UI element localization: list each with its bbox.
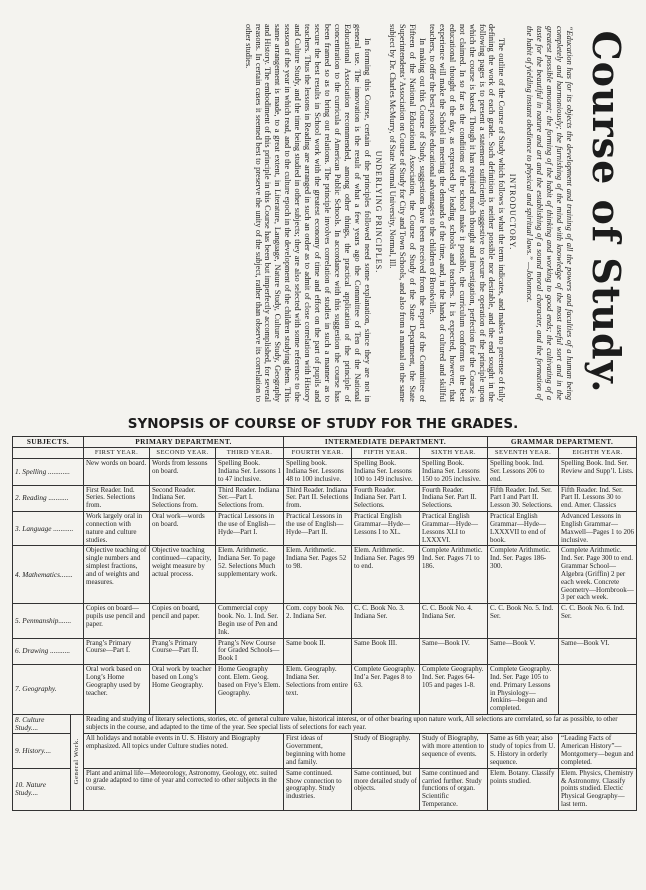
table-cell: First Reader. Ind. Series. Selections from. bbox=[84, 485, 150, 511]
subject-row-penmanship bbox=[13, 604, 637, 638]
subject-label: 1. Spelling ............ bbox=[13, 459, 84, 485]
subject-label: 6. Drawing ........... bbox=[13, 638, 84, 664]
subject-label: 5. Penmanship....... bbox=[13, 604, 84, 638]
course-title: Course of Study. bbox=[584, 30, 629, 394]
table-cell: Fifth Reader. Ind. Ser. Part I and Part II. Lesson 30. Selections. bbox=[488, 485, 559, 511]
intro-paragraph: In making out this Course of Study, suggestions have been received from the report of the Committee of Fifteen of the National Educational Association, the Course of Study of the State Department, the State Superintendents’ Association on Course of Study for City and Town Schools, and also from a manual on the same subject by Dr. Charles McMurry, of State Normal University, Normal, Ill. bbox=[387, 24, 427, 402]
table-cell: Elem. Botany. Classify points studied. bbox=[488, 768, 559, 810]
subject-row-geography bbox=[13, 665, 637, 715]
table-cell: Spelling book. Indiana Ser. Lessons 48 to 100 inclusive. bbox=[284, 459, 352, 485]
table-cell: Practical Lessons in the use of English—Hyde—Part II. bbox=[284, 512, 352, 546]
table-cell: Com. copy book No. 2. Indiana Ser. bbox=[284, 604, 352, 638]
epigraph-quote: “Education has for its objects the development and training of all the powers and faculties of a human being completely and harmoniously; the furnishing of the mind with knowledge of the most useful sort and in the greatest possible amount; the forming of the habit of thinking and working to good ends; the cultivating of a taste for the beautiful in nature and art and the establishing of a sound moral character, and the formation of the habit of yielding instant obedience to physical and spiritual laws.” —Johonnot. bbox=[524, 26, 574, 400]
introductory-heading: INTRODUCTORY. bbox=[508, 173, 518, 251]
table-cell: Same—Book IV. bbox=[420, 638, 488, 664]
table-cell: First ideas of Government, beginning with home and family. bbox=[284, 734, 352, 768]
intermediate-department-header: INTERMEDIATE DEPARTMENT. bbox=[284, 437, 488, 448]
subject-row-language bbox=[13, 512, 637, 546]
table-cell: C. C. Book No. 4. Indiana Ser. bbox=[420, 604, 488, 638]
subject-row-culture-study bbox=[13, 715, 637, 734]
table-cell: Words from lessons on board. bbox=[150, 459, 216, 485]
table-cell: C. C. Book No. 5. Ind. Ser. bbox=[488, 604, 559, 638]
table-cell: Practical English Grammar—Hyde—Lessons I to XL. bbox=[352, 512, 420, 546]
table-cell: Third Reader. Indiana Ser.—Part I. Selections from. bbox=[216, 485, 284, 511]
intro-paragraph: The outline of the Course of Study which follows is what the term indicates, and makes no pretense of fully defining the work of each grade. Such definition is neither possible nor desirable, and the end sought in the following pages is to present a statement sufficiently suggestive to secure the operation of the principle upon which the course is based. Though it has required much thought and investigation, perfection for the Course is not claimed. In so far as the conditions of the school make it possible, the curriculum conforms to the best educational thought of the day, as expressed by leading schools and teachers. It is expected, however, that experience will make the School in meeting the demands of the time, and, in the hands of cultured and skillful teachers, to offer the best possible educational advantages to the children of Brookville. bbox=[427, 24, 507, 402]
table-cell: Third Reader. Indiana Ser. Part II. Selections from. bbox=[284, 485, 352, 511]
grade-header: SIXTH YEAR. bbox=[420, 448, 488, 459]
table-cell: Objective teaching of single numbers and simplest fractions, and of weights and measures. bbox=[84, 546, 150, 604]
primary-department-header: PRIMARY DEPARTMENT. bbox=[84, 437, 284, 448]
table-cell: Spelling Book. Ind. Ser. Review and Supp’l. Lists. bbox=[559, 459, 637, 485]
table-cell: Fourth Reader. Indiana Ser. Part I. Selections. bbox=[352, 485, 420, 511]
table-cell: Advanced Lessons in English Grammar—Maxwell—Pages 1 to 206 inclusive. bbox=[559, 512, 637, 546]
subject-row-drawing bbox=[13, 638, 637, 664]
general-work-label: General Work. bbox=[73, 737, 81, 785]
course-synopsis-table bbox=[12, 436, 637, 811]
rotated-page-content bbox=[17, 12, 633, 412]
table-cell bbox=[559, 665, 637, 715]
table-cell: Work largely oral in connection with nature and culture studies. bbox=[84, 512, 150, 546]
department-header-row bbox=[13, 437, 637, 448]
table-cell: Practical English Grammar—Hyde—Lessons XLI to LXXXVI. bbox=[420, 512, 488, 546]
subject-row-history bbox=[13, 734, 637, 768]
principles-paragraph: In forming this Course, certain of the principles followed need some explanation, since they are not in general use. The innovation is the result of what a few years ago the Committee of Ten of the National Educational Association recommended, among other things, the practical application of the principle of concentration to the curricula of American Public Schools. In accordance with this suggestion the course has been framed so as to bring out relations. The principle involves correlation of studies in such a manner as to secure the best results in School work with the greatest economy of time and effort on the part of pupils and teachers. Thus the lessons in Reading are arranged in such an order as to admit of close correlation with History and Culture Study, and the time being studied in other subjects; they are also selected with some reference to the season of the year in which read, and to the culture epoch in the development of the children studying them. This same arrangement is made, to a great extent, in Literature, Language, Nature Study, Culture Study, Geography and History. The embodiment of this principle in this Course has been but imperfectly accomplished, for several reasons. In certain cases it seemed best to preserve the unity of the subject, rather than observe its correlation to other studies. bbox=[243, 24, 373, 402]
grade-header: FOURTH YEAR. bbox=[284, 448, 352, 459]
table-cell: Spelling Book. Indiana Ser. Lessons 1 to 47 inclusive. bbox=[216, 459, 284, 485]
table-cell: Same Book III. bbox=[352, 638, 420, 664]
table-cell: Home Geography cont. Elem. Geog. based on Frye’s Elem. Geography. bbox=[216, 665, 284, 715]
table-cell: C. C. Book No. 6. Ind. Ser. bbox=[559, 604, 637, 638]
table-cell: Commercial copy book. No. 1. Ind. Ser. Begin use of Pen and Ink. bbox=[216, 604, 284, 638]
subjects-header: SUBJECTS. bbox=[13, 437, 84, 448]
table-cell: Elem. Geography. Indiana Ser. Selections from entire text. bbox=[284, 665, 352, 715]
table-cell: Study of Biography. bbox=[352, 734, 420, 768]
table-cell: Spelling Book. Indiana Ser. Lessons 100 to 149 inclusive. bbox=[352, 459, 420, 485]
table-cell: Fifth Reader. Ind. Ser. Part II. Lessons 30 to end. Amer. Classics bbox=[559, 485, 637, 511]
table-cell: Spelling book. Ind. Ser. Lessons 206 to end. bbox=[488, 459, 559, 485]
grade-header: FIFTH YEAR. bbox=[352, 448, 420, 459]
upper-page bbox=[8, 8, 638, 414]
grade-header: FIRST YEAR. bbox=[84, 448, 150, 459]
table-cell: Elem. Arithmetic. Indiana Ser. To page 52. Selections Much supplementary work. bbox=[216, 546, 284, 604]
subject-label: 9. History.... bbox=[13, 734, 71, 768]
table-cell: Elem. Arithmetic. Indiana Ser. Pages 99 to end. bbox=[352, 546, 420, 604]
subject-label: 8. Culture Study.... bbox=[13, 715, 71, 734]
table-cell: Plant and animal life—Meteorology, Astronomy, Geology, etc. suited to grade adapted to time of year and corrected to other subjects in the course. bbox=[84, 768, 284, 810]
table-cell: Oral work based on Long’s Home Geography used by teacher. bbox=[84, 665, 150, 715]
grade-header-spacer bbox=[13, 448, 84, 459]
table-cell: Copies on board—pupils use pencil and paper. bbox=[84, 604, 150, 638]
table-cell: Copies on board, pencil and paper. bbox=[150, 604, 216, 638]
table-cell: Prang’s Primary Course—Part II. bbox=[150, 638, 216, 664]
subject-row-mathematics bbox=[13, 546, 637, 604]
table-cell: Complete Arithmetic. Ind. Ser. Pages 71 to 186. bbox=[420, 546, 488, 604]
table-cell: Elem. Arithmetic. Indiana Ser. Pages 52 to 98. bbox=[284, 546, 352, 604]
table-cell: Same continued, but more detailed study of objects. bbox=[352, 768, 420, 810]
table-cell: Spelling Book. Indiana Ser. Lessons 150 to 205 inclusive. bbox=[420, 459, 488, 485]
table-cell: Same continued and carried further. Study functions of organ. Scientific Temperance. bbox=[420, 768, 488, 810]
subject-row-nature-study bbox=[13, 768, 637, 810]
table-cell: Prang’s New Course for Graded Schools—Book I bbox=[216, 638, 284, 664]
table-cell: Practical Lessons in the use of English—Hyde—Part I. bbox=[216, 512, 284, 546]
table-cell: Complete Arithmetic. Ind. Ser. Pages 186-300. bbox=[488, 546, 559, 604]
principles-heading: UNDERLYING PRINCIPLES. bbox=[374, 150, 384, 274]
general-work-label-cell bbox=[71, 715, 84, 811]
table-cell: Same book II. bbox=[284, 638, 352, 664]
table-cell: Complete Geography. Ind’a Ser. Pages 8 to 63. bbox=[352, 665, 420, 715]
table-cell: Prang’s Primary Course—Part I. bbox=[84, 638, 150, 664]
grade-header: SEVENTH YEAR. bbox=[488, 448, 559, 459]
grade-header: SECOND YEAR. bbox=[150, 448, 216, 459]
grammar-department-header: GRAMMAR DEPARTMENT. bbox=[488, 437, 637, 448]
table-cell: Complete Geography. Ind. Ser. Pages 64-105 and pages 1-8. bbox=[420, 665, 488, 715]
table-cell: Reading and studying of literary selections, stories, etc. of general culture value, historical interest, or of other bearing upon nature work, All selections are correlated, so far as possible, to other subjects in the course, and adapted to the time of the year. See special lists of selections for each year. bbox=[84, 715, 637, 734]
table-cell: Same—Book VI. bbox=[559, 638, 637, 664]
table-cell: Same—Book V. bbox=[488, 638, 559, 664]
table-cell: New words on board. bbox=[84, 459, 150, 485]
grade-header: THIRD YEAR. bbox=[216, 448, 284, 459]
subject-label: 3. Language ........... bbox=[13, 512, 84, 546]
table-cell: Study of Biography, with more attention to sequence of events. bbox=[420, 734, 488, 768]
table-cell: Elem. Physics, Chemistry & Astronomy. Classify points studied. Electic Physical Geography—last term. bbox=[559, 768, 637, 810]
table-cell: Oral work—words on board. bbox=[150, 512, 216, 546]
table-cell: Oral work by teacher based on Long’s Home Geography. bbox=[150, 665, 216, 715]
table-cell: Fourth Reader. Indiana Ser. Part II. Selections. bbox=[420, 485, 488, 511]
subject-label: 7. Geography. bbox=[13, 665, 84, 715]
table-cell: C. C. Book No. 3. Indiana Ser. bbox=[352, 604, 420, 638]
subject-label: 4. Mathematics....... bbox=[13, 546, 84, 604]
table-cell: All holidays and notable events in U. S. History and Biography emphasized. All topics under Culture studies noted. bbox=[84, 734, 284, 768]
grade-header: EIGHTH YEAR. bbox=[559, 448, 637, 459]
table-cell: Same continued. Show connection to geography. Study industries. bbox=[284, 768, 352, 810]
table-cell: Complete Arithmetic. Ind. Ser. Page 300 to end. Grammar School—Algebra (Griffin) 2 per each week. Concrete Geometry—Hornbrook—3 per each week. bbox=[559, 546, 637, 604]
table-cell: Same as 6th year; also study of topics from U. S. History in orderly sequence. bbox=[488, 734, 559, 768]
table-cell: Second Reader. Indiana Ser. Selections from. bbox=[150, 485, 216, 511]
subject-row-spelling bbox=[13, 459, 637, 485]
table-cell: Practical English Grammar—Hyde—LXXXVII to end of book. bbox=[488, 512, 559, 546]
subject-label: 2. Reading ........... bbox=[13, 485, 84, 511]
grade-header-row bbox=[13, 448, 637, 459]
subject-label: 10. Nature Study.... bbox=[13, 768, 71, 810]
synopsis-title: SYNOPSIS OF COURSE OF STUDY FOR THE GRADES. bbox=[127, 416, 519, 432]
table-cell: “Leading Facts of American History”—Montgomery—begun and completed. bbox=[559, 734, 637, 768]
table-cell: Complete Geography. Ind. Ser. Page 105 to end. Primary Lessons in Physiology—Jenkins—begun and completed. bbox=[488, 665, 559, 715]
subject-row-reading bbox=[13, 485, 637, 511]
table-cell: Objective teaching continued—capacity, weight measure by actual process. bbox=[150, 546, 216, 604]
